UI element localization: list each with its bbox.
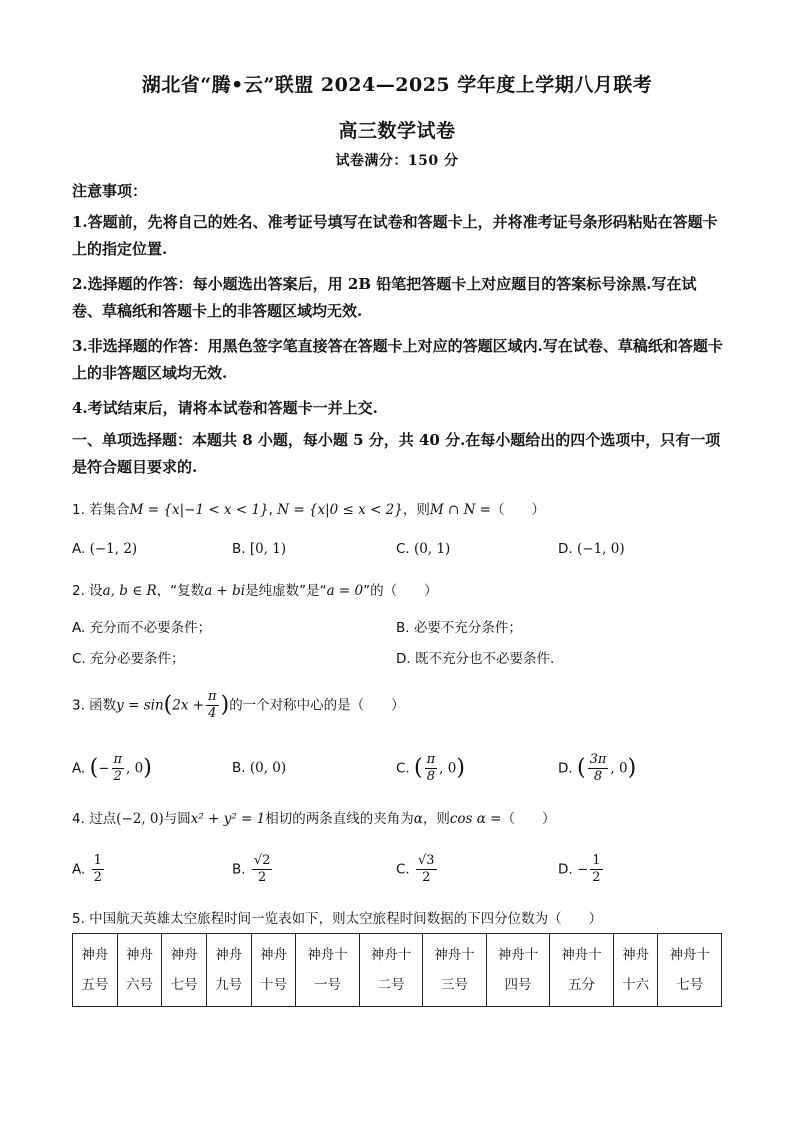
q2-option-c: C. 充分必要条件； xyxy=(72,651,185,667)
q3-option-d: D. ( $\frac{3\pi}{8}$ , 0) xyxy=(558,752,637,784)
notes-heading: 注意事项： xyxy=(72,182,148,200)
note-item-1: 1.答题前，先将自己的姓名、准考证号填写在试卷和答题卡上，并将准考证号条形码粘贴在答题卡上的指定位置. xyxy=(72,213,718,258)
q3-option-c: C. ( $\frac{\pi}{8}$ , 0) xyxy=(396,752,465,784)
q2-option-d: D. 既不充分也不必要条件. xyxy=(396,651,555,667)
q3-option-b: B. (0, 0) xyxy=(232,760,287,776)
table-cell: 神舟 十六 xyxy=(613,934,658,1007)
exam-subtitle: 高三数学试卷 xyxy=(338,120,456,142)
table-cell: 神舟十 一号 xyxy=(296,934,360,1007)
q1-option-a: A. (−1, 2) xyxy=(72,541,138,557)
question-3: 3. 函数y = sin(2x + $\frac{\pi}{4}$ )的一个对称中心的是（ ） xyxy=(72,689,405,721)
q4-option-c: C. $\frac{√3}{2}$ xyxy=(396,853,435,885)
q4-option-a: A. $\frac{1}{2}$ xyxy=(72,853,102,885)
mission-table xyxy=(72,933,722,1007)
note-item-3: 3.非选择题的作答：用黑色签字笔直接答在答题卡上对应的答题区域内.写在试卷、草稿纸和答题卡上的非答题区域均无效. xyxy=(72,337,723,382)
section1-heading: 一、单项选择题：本题共 8 小题，每小题 5 分，共 40 分.在每小题给出的四个选项中，只有一项是符合题目要求的. xyxy=(72,431,721,476)
note-item-2: 2.选择题的作答：每小题选出答案后，用 2B 铅笔把答题卡上对应题目的答案标号涂黑.写在试卷、草稿纸和答题卡上的非答题区域均无效. xyxy=(72,275,697,320)
table-cell: 神舟 十号 xyxy=(251,934,296,1007)
table-cell: 神舟十 三号 xyxy=(423,934,487,1007)
q2-option-a: A. 充分而不必要条件； xyxy=(72,620,212,636)
note-item-4: 4.考试结束后，请将本试卷和答题卡一并上交. xyxy=(72,399,378,417)
question-4: 4. 过点(−2, 0)与圆x² + y² = 1相切的两条直线的夹角为α，则cos α =（ ） xyxy=(72,811,556,827)
table-cell: 神舟 六号 xyxy=(117,934,162,1007)
q1-option-b: B. [0, 1) xyxy=(232,541,287,557)
q3-option-a: A. (− $\frac{\pi}{2}$ , 0) xyxy=(72,752,152,784)
q2-option-b: B. 必要不充分条件； xyxy=(396,620,522,636)
question-5: 5. 中国航天英雄太空旅程时间一览表如下，则太空旅程时间数据的下四分位数为（ ） xyxy=(72,911,603,927)
table-cell: 神舟十 四号 xyxy=(486,934,550,1007)
q1-option-d: D. (−1, 0) xyxy=(558,541,625,557)
q4-option-d: D. − $\frac{1}{2}$ xyxy=(558,853,601,885)
q1-option-c: C. (0, 1) xyxy=(396,541,451,557)
table-cell: 神舟 五号 xyxy=(73,934,118,1007)
q4-option-b: B. $\frac{√2}{2}$ xyxy=(232,853,271,885)
table-cell: 神舟十 二号 xyxy=(359,934,423,1007)
question-2: 2. 设a, b ∈ R，“复数a + bi是纯虚数”是“a = 0”的（ ） xyxy=(72,583,438,599)
table-row xyxy=(73,934,722,1007)
table-cell: 神舟十 五分 xyxy=(550,934,614,1007)
table-cell: 神舟 七号 xyxy=(162,934,207,1007)
table-cell: 神舟十 七号 xyxy=(658,934,722,1007)
question-1: 1. 若集合M = {x|−1 < x < 1}, N = {x|0 ≤ x < 2}，则M ∩ N =（ ） xyxy=(72,502,545,518)
exam-title: 湖北省“腾•云”联盟 2024—2025 学年度上学期八月联考 xyxy=(141,74,653,96)
exam-score: 试卷满分：150 分 xyxy=(335,153,459,169)
table-cell: 神舟 九号 xyxy=(206,934,251,1007)
